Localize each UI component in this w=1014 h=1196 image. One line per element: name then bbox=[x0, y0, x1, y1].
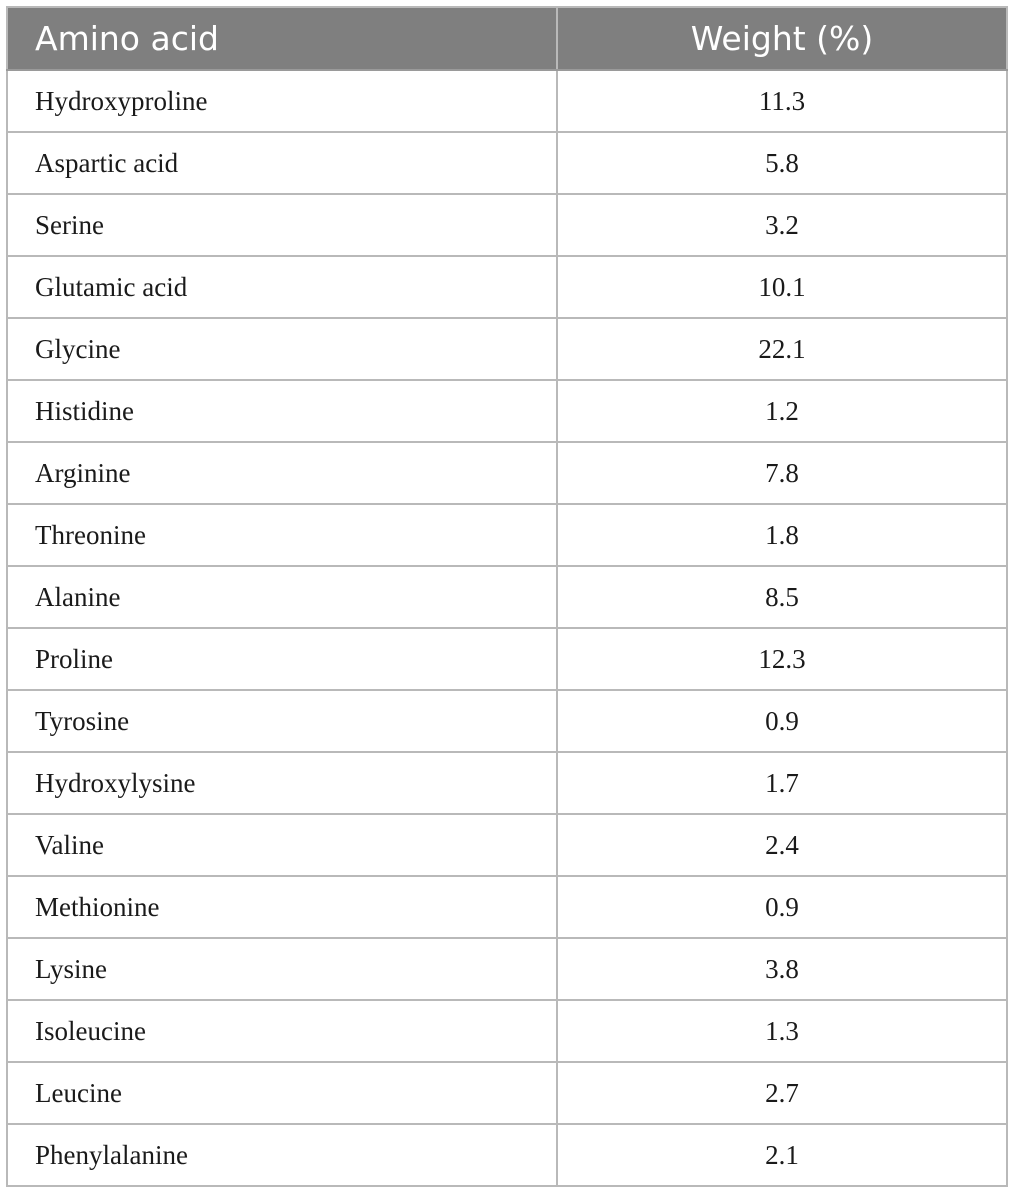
weight-value: 2.7 bbox=[557, 1062, 1007, 1124]
table-row bbox=[7, 70, 1007, 132]
weight-value: 1.7 bbox=[557, 752, 1007, 814]
amino-acid-name: Isoleucine bbox=[7, 1000, 557, 1062]
amino-acid-name: Aspartic acid bbox=[7, 132, 557, 194]
table-row bbox=[7, 752, 1007, 814]
amino-acid-table-container bbox=[6, 6, 1006, 1187]
table-row bbox=[7, 938, 1007, 1000]
table-header bbox=[7, 7, 1007, 70]
amino-acid-name: Tyrosine bbox=[7, 690, 557, 752]
amino-acid-name: Serine bbox=[7, 194, 557, 256]
amino-acid-name: Threonine bbox=[7, 504, 557, 566]
header-weight: Weight (%) bbox=[557, 7, 1007, 70]
amino-acid-name: Phenylalanine bbox=[7, 1124, 557, 1186]
header-row bbox=[7, 7, 1007, 70]
weight-value: 11.3 bbox=[557, 70, 1007, 132]
weight-value: 10.1 bbox=[557, 256, 1007, 318]
amino-acid-name: Hydroxyproline bbox=[7, 70, 557, 132]
weight-value: 1.3 bbox=[557, 1000, 1007, 1062]
amino-acid-name: Methionine bbox=[7, 876, 557, 938]
amino-acid-name: Lysine bbox=[7, 938, 557, 1000]
amino-acid-name: Proline bbox=[7, 628, 557, 690]
table-row bbox=[7, 504, 1007, 566]
table-body bbox=[7, 70, 1007, 1186]
weight-value: 2.1 bbox=[557, 1124, 1007, 1186]
amino-acid-name: Glycine bbox=[7, 318, 557, 380]
weight-value: 0.9 bbox=[557, 876, 1007, 938]
table-row bbox=[7, 1000, 1007, 1062]
table-row bbox=[7, 1062, 1007, 1124]
weight-value: 3.2 bbox=[557, 194, 1007, 256]
table-row bbox=[7, 876, 1007, 938]
table-row bbox=[7, 442, 1007, 504]
header-amino-acid: Amino acid bbox=[7, 7, 557, 70]
amino-acid-name: Hydroxylysine bbox=[7, 752, 557, 814]
amino-acid-name: Glutamic acid bbox=[7, 256, 557, 318]
table-row bbox=[7, 628, 1007, 690]
weight-value: 8.5 bbox=[557, 566, 1007, 628]
table-row bbox=[7, 814, 1007, 876]
weight-value: 22.1 bbox=[557, 318, 1007, 380]
table-row bbox=[7, 566, 1007, 628]
amino-acid-table bbox=[6, 6, 1008, 1187]
amino-acid-name: Arginine bbox=[7, 442, 557, 504]
weight-value: 12.3 bbox=[557, 628, 1007, 690]
weight-value: 1.8 bbox=[557, 504, 1007, 566]
weight-value: 7.8 bbox=[557, 442, 1007, 504]
weight-value: 3.8 bbox=[557, 938, 1007, 1000]
table-row bbox=[7, 256, 1007, 318]
amino-acid-name: Leucine bbox=[7, 1062, 557, 1124]
amino-acid-name: Valine bbox=[7, 814, 557, 876]
weight-value: 5.8 bbox=[557, 132, 1007, 194]
table-row bbox=[7, 194, 1007, 256]
weight-value: 0.9 bbox=[557, 690, 1007, 752]
table-row bbox=[7, 690, 1007, 752]
weight-value: 1.2 bbox=[557, 380, 1007, 442]
weight-value: 2.4 bbox=[557, 814, 1007, 876]
table-row bbox=[7, 318, 1007, 380]
amino-acid-name: Alanine bbox=[7, 566, 557, 628]
table-row bbox=[7, 132, 1007, 194]
table-row bbox=[7, 1124, 1007, 1186]
table-row bbox=[7, 380, 1007, 442]
amino-acid-name: Histidine bbox=[7, 380, 557, 442]
